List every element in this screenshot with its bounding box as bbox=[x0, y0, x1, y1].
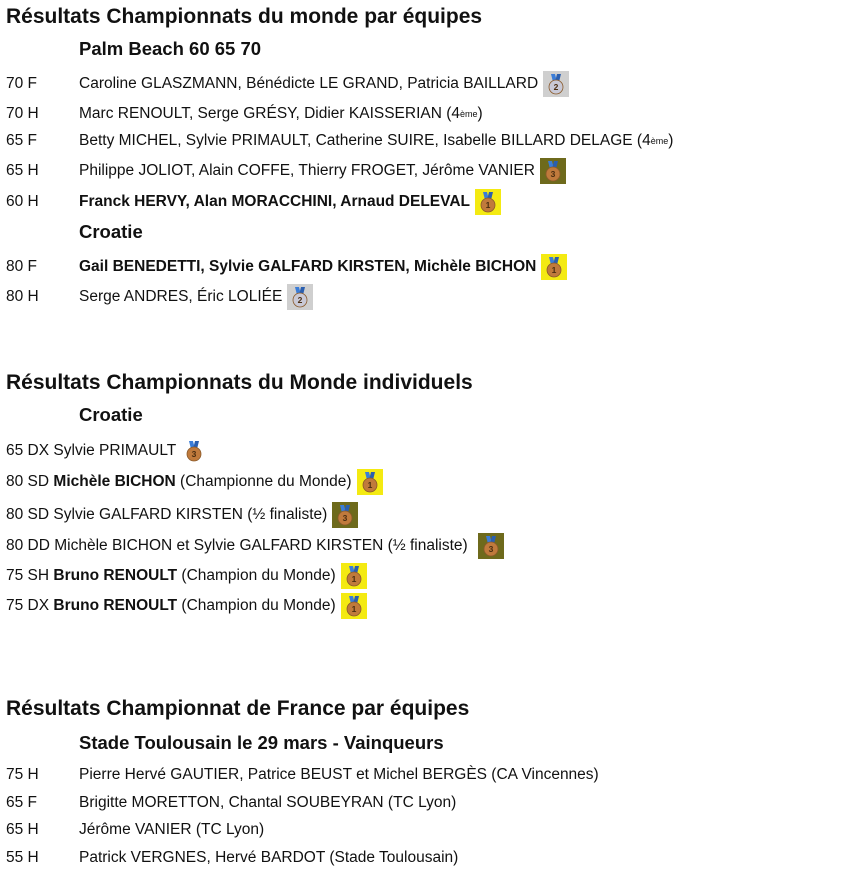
team-members: Patrick VERGNES, Hervé BARDOT (Stade Toulousain) bbox=[79, 849, 459, 866]
gold-medal-icon bbox=[357, 469, 383, 495]
result-note: (Champion du Monde) bbox=[181, 567, 336, 584]
medal-rank-number: 1 bbox=[367, 480, 372, 491]
individual-row bbox=[6, 531, 504, 561]
category-code: 80 H bbox=[6, 288, 39, 305]
category-code: 70 H bbox=[6, 105, 39, 122]
player-name: Bruno RENOULT bbox=[53, 597, 178, 614]
section-title-team-world: Résultats Championnats du monde par équipes bbox=[6, 5, 483, 28]
team-row bbox=[6, 815, 264, 845]
gold-medal-icon bbox=[341, 593, 367, 619]
team-members: Serge ANDRES, Éric LOLIÉE bbox=[79, 288, 283, 305]
category-code: 80 SD bbox=[6, 473, 50, 490]
team-members: Pierre Hervé GAUTIER, Patrice BEUST et Michel BERGÈS (CA Vincennes) bbox=[79, 766, 599, 783]
bronze-medal-icon bbox=[332, 502, 358, 528]
individual-row bbox=[6, 436, 207, 466]
team-row bbox=[6, 187, 501, 217]
medal-rank-number: 1 bbox=[351, 574, 357, 585]
team-members: Caroline GLASZMANN, Bénédicte LE GRAND, Patricia BAILLARD bbox=[79, 75, 539, 92]
category-code: 75 SH bbox=[6, 567, 50, 584]
team-row bbox=[6, 252, 567, 282]
team-row bbox=[6, 282, 313, 312]
individual-result bbox=[6, 506, 327, 524]
result-note: (½ finaliste) bbox=[387, 537, 468, 554]
team-members: Marc RENOULT, Serge GRÉSY, Didier KAISSERIAN (4 ème ) bbox=[79, 105, 483, 122]
individual-row bbox=[6, 467, 383, 497]
silver-medal-icon bbox=[543, 71, 569, 97]
player-name: Sylvie PRIMAULT bbox=[53, 442, 177, 459]
medal-rank-number: 3 bbox=[191, 449, 197, 460]
medal-rank-number: 1 bbox=[485, 200, 491, 211]
individual-result bbox=[6, 537, 468, 555]
individual-result bbox=[6, 597, 336, 615]
bronze-medal-icon bbox=[478, 533, 504, 559]
medal-rank-number: 2 bbox=[553, 82, 559, 93]
team-row bbox=[6, 156, 566, 186]
team-row bbox=[6, 99, 483, 129]
venue-stade-toulousain: Stade Toulousain le 29 mars - Vainqueurs bbox=[79, 732, 444, 753]
category-code: 65 DX bbox=[6, 442, 50, 459]
venue-palm-beach: Palm Beach 60 65 70 bbox=[79, 38, 262, 59]
category-code: 65 F bbox=[6, 132, 38, 149]
player-name: Michèle BICHON et Sylvie GALFARD KIRSTEN bbox=[54, 537, 384, 554]
category-code: 55 H bbox=[6, 849, 39, 866]
individual-row bbox=[6, 561, 367, 591]
gold-medal-icon bbox=[475, 189, 501, 215]
category-code: 65 H bbox=[6, 821, 39, 838]
gold-medal-icon bbox=[541, 254, 567, 280]
category-code: 75 DX bbox=[6, 597, 50, 614]
category-code: 70 F bbox=[6, 75, 38, 92]
category-code: 65 F bbox=[6, 794, 38, 811]
team-members: Franck HERVY, Alan MORACCHINI, Arnaud DELEVAL bbox=[79, 193, 470, 210]
individual-row bbox=[6, 591, 367, 621]
medal-rank-number: 3 bbox=[550, 169, 556, 180]
category-code: 80 SD bbox=[6, 506, 50, 523]
individual-result bbox=[6, 473, 352, 491]
category-code: 80 F bbox=[6, 258, 38, 275]
individual-result bbox=[6, 567, 336, 585]
medal-rank-number: 3 bbox=[488, 544, 494, 555]
category-code: 65 H bbox=[6, 162, 39, 179]
category-code: 60 H bbox=[6, 193, 39, 210]
player-name: Bruno RENOULT bbox=[53, 567, 178, 584]
team-members: Philippe JOLIOT, Alain COFFE, Thierry FROGET, Jérôme VANIER bbox=[79, 162, 535, 179]
silver-medal-icon bbox=[287, 284, 313, 310]
team-members: Brigitte MORETTON, Chantal SOUBEYRAN (TC Lyon) bbox=[79, 794, 457, 811]
section-title-individual-world: Résultats Championnats du Monde individuels bbox=[6, 371, 473, 394]
team-row bbox=[6, 788, 456, 818]
individual-result bbox=[6, 442, 176, 460]
team-row bbox=[6, 126, 673, 156]
gold-medal-icon bbox=[341, 563, 367, 589]
team-row bbox=[6, 760, 599, 790]
team-members: Betty MICHEL, Sylvie PRIMAULT, Catherine SUIRE, Isabelle BILLARD DELAGE (4 ème ) bbox=[79, 132, 674, 149]
result-note: (Champion du Monde) bbox=[181, 597, 336, 614]
result-note: (Championne du Monde) bbox=[180, 473, 352, 490]
medal-rank-number: 2 bbox=[297, 295, 303, 306]
medal-rank-number: 3 bbox=[342, 513, 348, 524]
venue-croatie-individual: Croatie bbox=[79, 404, 143, 425]
category-code: 80 DD bbox=[6, 537, 50, 554]
venue-croatie: Croatie bbox=[79, 221, 143, 242]
bronze-medal-icon bbox=[181, 438, 207, 464]
bronze-medal-icon bbox=[540, 158, 566, 184]
team-members: Jérôme VANIER (TC Lyon) bbox=[79, 821, 265, 838]
team-members: Gail BENEDETTI, Sylvie GALFARD KIRSTEN, Michèle BICHON bbox=[79, 258, 537, 275]
section-title-france-team: Résultats Championnat de France par équipes bbox=[6, 697, 470, 720]
medal-rank-number: 1 bbox=[351, 604, 357, 615]
player-name: Sylvie GALFARD KIRSTEN bbox=[53, 506, 243, 523]
player-name: Michèle BICHON bbox=[53, 473, 176, 490]
team-row bbox=[6, 69, 569, 99]
medal-rank-number: 1 bbox=[551, 265, 557, 276]
result-note: (½ finaliste) bbox=[247, 506, 328, 523]
team-row bbox=[6, 843, 458, 873]
category-code: 75 H bbox=[6, 766, 39, 783]
individual-row bbox=[6, 500, 358, 530]
